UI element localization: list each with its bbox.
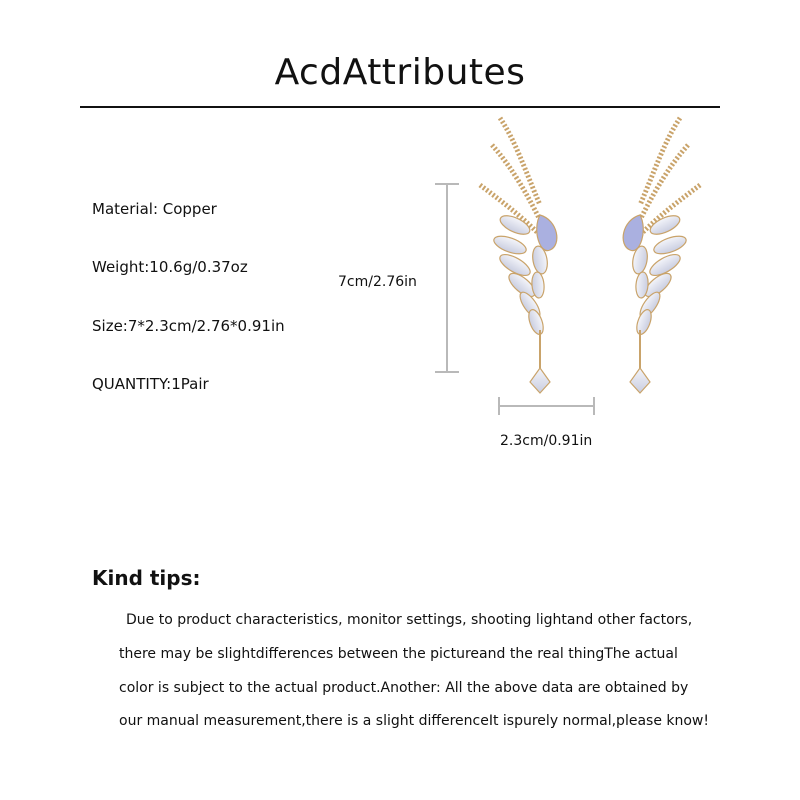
spec-weight: Weight:10.6g/0.37oz <box>92 258 248 276</box>
spec-size: Size:7*2.3cm/2.76*0.91in <box>92 317 285 335</box>
left-earring <box>480 118 557 393</box>
width-dimension-cap-left <box>498 397 500 415</box>
page-title: AcdAttributes <box>274 52 526 93</box>
spec-quantity: QUANTITY:1Pair <box>92 375 209 393</box>
height-dimension-cap-top <box>435 183 459 185</box>
width-dimension-cap-right <box>593 397 595 415</box>
width-label: 2.3cm/0.91in <box>500 433 593 449</box>
tips-line: color is subject to the actual product.Another: All the above data are obtained by <box>119 680 689 696</box>
height-dimension-line <box>446 184 448 372</box>
tips-line: our manual measurement,there is a slight differenceIt ispurely normal,please know! <box>119 713 709 729</box>
height-dimension-cap-bottom <box>435 371 459 373</box>
width-dimension-line <box>500 405 594 407</box>
tips-line: there may be slightdifferences between the pictureand the real thingThe actual <box>119 646 678 662</box>
tips-heading: Kind tips: <box>92 566 201 590</box>
right-earring <box>623 118 700 393</box>
tips-line: Due to product characteristics, monitor settings, shooting lightand other factors, <box>126 612 693 628</box>
height-label: 7cm/2.76in <box>338 274 417 290</box>
spec-material: Material: Copper <box>92 200 217 218</box>
wing-earrings-icon <box>470 110 710 400</box>
title-divider <box>80 106 720 108</box>
